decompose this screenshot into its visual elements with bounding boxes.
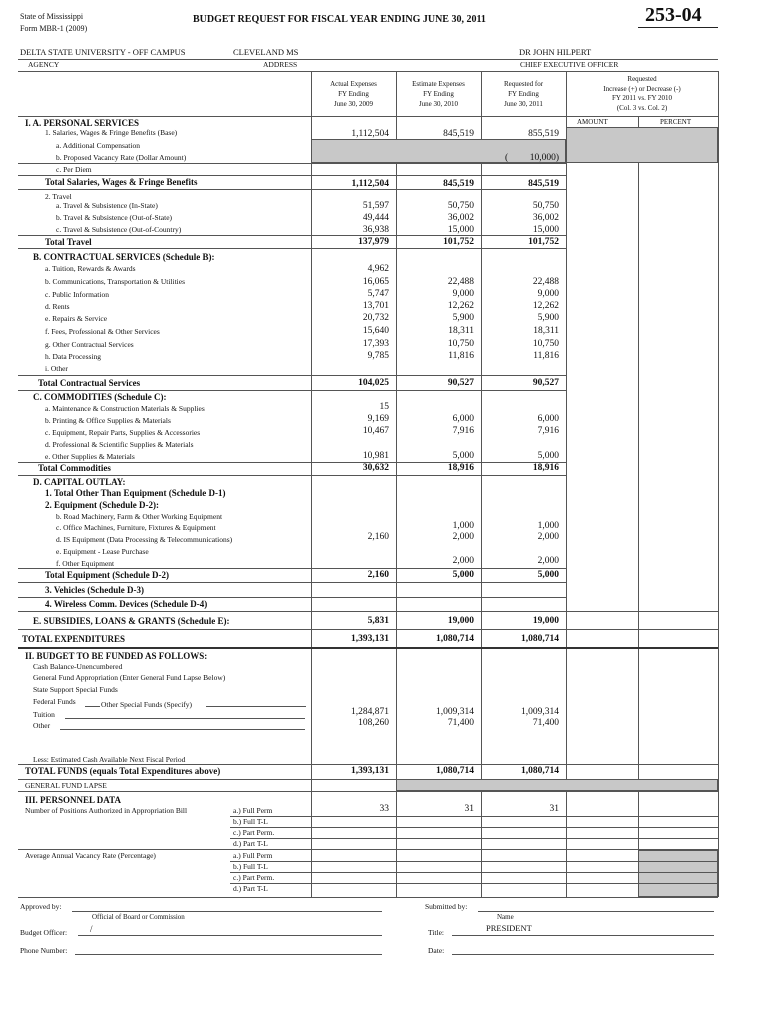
value-fees-requested: 18,311 [533,326,559,336]
label-travel-in: a. Travel & Subsistence (In-State) [56,201,158,210]
value-is-equip-requested: 2,000 [537,532,559,542]
shaded-cell-compensation [311,139,566,163]
value-subsidies-estimate: 19,000 [447,616,474,626]
label-rents: d. Rents [45,302,70,311]
value-comms-actual: 16,065 [362,277,389,287]
agency-label: AGENCY [28,60,60,69]
value-data-proc-actual: 9,785 [367,351,389,361]
label-total-contract: Total Contractual Services [38,378,141,388]
value-fees-actual: 15,640 [362,326,389,336]
value-subsidies-actual: 5,831 [367,616,389,626]
value-total-commod-actual: 30,632 [362,463,389,473]
value-other-contract-estimate: 10,750 [447,339,474,349]
label-part-perm: c.) Part Perm. [233,828,275,837]
label-prof-sci: d. Professional & Scientific Supplies & Materials [45,440,194,449]
value-total-equip-actual: 2,160 [367,570,389,580]
document-title: BUDGET REQUEST FOR FISCAL YEAR ENDING JUNE 30, 2011 [193,14,486,25]
value-travel-in-requested: 50,750 [532,201,559,211]
shaded-cell-lapse [396,779,718,791]
label-subsidies: E. SUBSIDIES, LOANS & GRANTS (Schedule E): [33,616,230,626]
submitted-by-line[interactable] [478,911,714,912]
label-office-mach: c. Office Machines, Furniture, Fixtures & Equipment [56,523,216,532]
value-total-funds-actual: 1,393,131 [351,766,389,776]
section-capital: D. CAPITAL OUTLAY: [33,477,126,487]
label-travel-country: c. Travel & Subsistence (Out-of-Country) [56,225,182,234]
label-vacancy-amount: b. Proposed Vacancy Rate (Dollar Amount) [56,153,187,162]
value-printing-actual: 9,169 [367,414,389,424]
value-vacancy-paren: ( [505,153,509,163]
title-label: Title: [428,928,444,937]
value-rents-estimate: 12,262 [447,301,474,311]
label-total-expenditures: TOTAL EXPENDITURES [22,634,125,644]
officer-label: CHIEF EXECUTIVE OFFICER [520,60,619,69]
label-full-perm-2: a.) Full Perm [233,851,273,860]
label-comms: b. Communications, Transportation & Utilities [45,277,186,286]
label-public-info: c. Public Information [45,290,109,299]
value-total-salaries-requested: 845,519 [528,179,559,189]
label-salaries: 1. Salaries, Wages & Fringe Benefits (Base) [45,128,178,137]
label-other-supplies: e. Other Supplies & Materials [45,452,135,461]
value-other-equip-estimate: 2,000 [452,556,474,566]
value-tuition-fund-actual: 1,284,871 [351,707,389,717]
value-travel-country-actual: 36,938 [362,225,389,235]
label-part-tl: d.) Part T-L [233,839,268,848]
value-public-info-requested: 9,000 [537,289,559,299]
value-other-fund-requested: 71,400 [532,718,559,728]
value-tuition-fund-requested: 1,009,314 [521,707,559,717]
value-salaries-requested: 855,519 [528,129,559,139]
phone-label: Phone Number: [20,946,68,955]
value-travel-out-actual: 49,444 [362,213,389,223]
value-travel-out-requested: 36,002 [532,213,559,223]
column-header-change: Requested Increase (+) or Decrease (-) FY 2011 vs. FY 2010 (Col. 3 vs. Col. 2) [603,75,681,112]
label-lease: e. Equipment - Lease Purchase [56,547,149,556]
value-positions-requested: 31 [549,804,559,814]
shaded-cell-vacancy [638,850,718,897]
value-travel-country-estimate: 15,000 [447,225,474,235]
value-fees-estimate: 18,311 [448,326,474,336]
label-is-equip: d. IS Equipment (Data Processing & Telecommunications) [56,535,233,544]
label-general-fund: General Fund Appropriation (Enter General Fund Lapse Below) [33,673,226,682]
label-positions: Number of Positions Authorized in Appropriation Bill [25,806,188,815]
date-label: Date: [428,946,445,955]
budget-officer-value: / [90,924,93,934]
label-vehicles: 3. Vehicles (Schedule D-3) [45,585,144,595]
value-other-supplies-estimate: 5,000 [452,451,474,461]
value-data-proc-requested: 11,816 [533,351,559,361]
label-other-than-equip: 1. Total Other Than Equipment (Schedule D-1) [45,488,226,498]
budget-officer-label: Budget Officer: [20,928,68,937]
label-additional-comp: a. Additional Compensation [56,141,140,150]
label-equip-repair: c. Equipment, Repair Parts, Supplies & Accessories [45,428,201,437]
agency-city: CLEVELAND MS [233,47,299,57]
state-label: State of Mississippi [20,12,84,21]
value-total-funds-requested: 1,080,714 [521,766,559,776]
form-number: Form MBR-1 (2009) [20,24,88,33]
value-total-salaries-actual: 1,112,504 [351,179,389,189]
value-travel-in-estimate: 50,750 [447,201,474,211]
value-repairs-estimate: 5,900 [452,313,474,323]
label-data-proc: h. Data Processing [45,352,102,361]
value-other-supplies-actual: 10,981 [362,451,389,461]
label-road-mach: b. Road Machinery, Farm & Other Working Equipment [56,512,223,521]
label-state-support: State Support Special Funds [33,685,118,694]
document-code: 253-04 [645,4,702,26]
value-total-commod-requested: 18,916 [532,463,559,473]
value-repairs-requested: 5,900 [537,313,559,323]
value-positions-actual: 33 [379,804,389,814]
value-printing-estimate: 6,000 [452,414,474,424]
value-travel-country-requested: 15,000 [532,225,559,235]
value-total-equip-estimate: 5,000 [452,570,474,580]
approved-by-label: Approved by: [20,902,62,911]
value-total-travel-requested: 101,752 [528,237,559,247]
address-label: ADDRESS [263,60,298,69]
value-total-contract-estimate: 90,527 [447,378,474,388]
shaded-cell-change [566,127,718,163]
label-total-travel: Total Travel [45,237,92,247]
label-total-funds: TOTAL FUNDS (equals Total Expenditures above) [25,766,221,776]
value-equip-repair-estimate: 7,916 [452,426,474,436]
value-rents-requested: 12,262 [532,301,559,311]
value-travel-out-estimate: 36,002 [447,213,474,223]
value-equip-repair-requested: 7,916 [537,426,559,436]
value-positions-estimate: 31 [464,804,474,814]
title-line[interactable] [452,935,714,936]
label-other-equip: f. Other Equipment [56,559,115,568]
column-header-actual: Actual Expenses FY Ending June 30, 2009 [330,80,377,108]
column-header-percent: PERCENT [660,118,692,126]
label-part-perm-2: c.) Part Perm. [233,873,275,882]
value-comms-requested: 22,488 [532,277,559,287]
value-other-fund-estimate: 71,400 [447,718,474,728]
date-line[interactable] [452,954,714,955]
section-personal-services: I. A. PERSONAL SERVICES [25,118,139,128]
value-vacancy-requested: 10,000) [529,153,559,163]
value-is-equip-actual: 2,160 [367,532,389,542]
agency-name: DELTA STATE UNIVERSITY - OFF CAMPUS [20,47,186,57]
value-total-contract-actual: 104,025 [358,378,389,388]
label-full-tl: b.) Full T-L [233,817,268,826]
name-caption: Name [497,913,514,921]
value-comms-estimate: 22,488 [447,277,474,287]
phone-line[interactable] [75,954,382,955]
value-total-exp-estimate: 1,080,714 [436,634,474,644]
value-tuition-fund-estimate: 1,009,314 [436,707,474,717]
value-equip-repair-actual: 10,467 [362,426,389,436]
column-header-amount: AMOUNT [577,118,608,126]
value-maint-actual: 15 [379,402,389,412]
label-other-contract: g. Other Contractual Services [45,340,134,349]
value-other-supplies-requested: 5,000 [537,451,559,461]
label-total-commod: Total Commodities [38,463,111,473]
section-funded: II. BUDGET TO BE FUNDED AS FOLLOWS: [25,651,208,661]
value-total-travel-actual: 137,979 [358,237,389,247]
value-other-contract-actual: 17,393 [362,339,389,349]
label-per-diem: c. Per Diem [56,165,92,174]
label-wireless: 4. Wireless Comm. Devices (Schedule D-4) [45,599,208,609]
value-total-equip-requested: 5,000 [537,570,559,580]
value-data-proc-estimate: 11,816 [448,351,474,361]
label-less-cash: Less: Estimated Cash Available Next Fiscal Period [33,755,186,764]
value-total-exp-requested: 1,080,714 [521,634,559,644]
submitted-by-label: Submitted by: [425,902,468,911]
label-repairs: e. Repairs & Service [45,314,108,323]
value-other-fund-actual: 108,260 [358,718,389,728]
value-salaries-actual: 1,112,504 [351,129,389,139]
value-other-contract-requested: 10,750 [532,339,559,349]
value-repairs-actual: 20,732 [362,313,389,323]
value-total-commod-estimate: 18,916 [447,463,474,473]
label-printing: b. Printing & Office Supplies & Materials [45,416,171,425]
approved-by-line[interactable] [72,911,382,912]
value-rents-actual: 13,701 [362,301,389,311]
label-fees: f. Fees, Professional & Other Services [45,327,160,336]
value-other-equip-requested: 2,000 [537,556,559,566]
column-header-estimate: Estimate Expenses FY Ending June 30, 2010 [412,80,465,108]
label-full-tl-2: b.) Full T-L [233,862,268,871]
label-other-i: i. Other [45,364,68,373]
label-maint: a. Maintenance & Construction Materials & Supplies [45,404,205,413]
value-public-info-estimate: 9,000 [452,289,474,299]
value-tuition-actual: 4,962 [367,264,389,274]
column-header-requested: Requested for FY Ending June 30, 2011 [503,80,544,108]
label-full-perm: a.) Full Perm [233,806,273,815]
label-federal: Federal Funds [33,697,76,706]
value-total-contract-requested: 90,527 [532,378,559,388]
label-tuition-fund: Tuition [33,710,55,719]
label-part-tl-2: d.) Part T-L [233,884,268,893]
value-public-info-actual: 5,747 [367,289,389,299]
value-printing-requested: 6,000 [537,414,559,424]
value-total-exp-actual: 1,393,131 [351,634,389,644]
section-personnel: III. PERSONNEL DATA [25,795,121,805]
value-salaries-estimate: 845,519 [443,129,474,139]
value-is-equip-estimate: 2,000 [452,532,474,542]
value-total-travel-estimate: 101,752 [443,237,474,247]
label-cash-balance: Cash Balance-Unencumbered [33,662,123,671]
value-subsidies-requested: 19,000 [532,616,559,626]
value-office-mach-estimate: 1,000 [452,521,474,531]
value-total-salaries-estimate: 845,519 [443,179,474,189]
label-travel: 2. Travel [45,192,72,201]
title-value: PRESIDENT [486,923,532,933]
label-avg-vacancy: Average Annual Vacancy Rate (Percentage) [25,851,156,860]
label-travel-out: b. Travel & Subsistence (Out-of-State) [56,213,173,222]
label-other-special: Other Special Funds (Specify) [101,700,193,709]
label-total-equip: Total Equipment (Schedule D-2) [45,570,169,580]
section-contractual: B. CONTRACTUAL SERVICES (Schedule B): [33,252,215,262]
label-total-salaries: Total Salaries, Wages & Fringe Benefits [45,177,198,187]
value-total-funds-estimate: 1,080,714 [436,766,474,776]
label-other-fund: Other [33,721,51,730]
label-equipment: 2. Equipment (Schedule D-2): [45,500,160,510]
official-caption: Official of Board or Commission [92,913,185,921]
value-office-mach-requested: 1,000 [537,521,559,531]
section-commodities: C. COMMODITIES (Schedule C): [33,392,167,402]
label-general-lapse: GENERAL FUND LAPSE [25,781,107,790]
label-tuition: a. Tuition, Rewards & Awards [45,264,136,273]
officer-name: DR JOHN HILPERT [519,47,592,57]
value-travel-in-actual: 51,597 [362,201,389,211]
budget-officer-line[interactable] [78,935,382,936]
